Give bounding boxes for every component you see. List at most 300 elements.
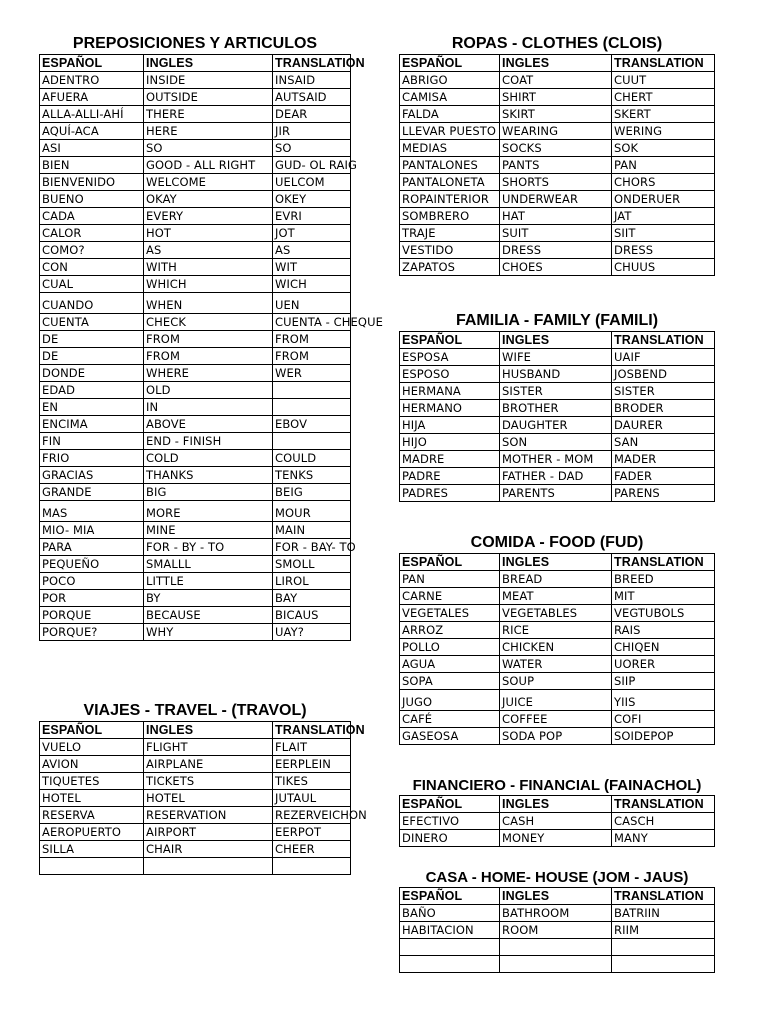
vocab-table [399, 887, 715, 973]
table-row [40, 573, 351, 590]
cell-ingles: OLD [144, 382, 273, 399]
cell-ingles: GOOD - ALL RIGHT [144, 157, 273, 174]
cell-ingles: AIRPLANE [144, 756, 273, 773]
cell-ingles: CHOES [500, 259, 612, 276]
cell-espanol: GRANDE [40, 484, 144, 501]
header-translation: TRANSLATION [612, 55, 715, 72]
cell-espanol [400, 939, 500, 956]
table-row [400, 89, 715, 106]
table-row [40, 348, 351, 365]
cell-translation: AS [273, 242, 351, 259]
table-row [40, 590, 351, 607]
section-title: ROPAS - CLOTHES (CLOIS) [451, 35, 663, 52]
cell-ingles: IN [144, 399, 273, 416]
cell-espanol: PADRES [400, 485, 500, 502]
cell-ingles: HERE [144, 123, 273, 140]
header-ingles: INGLES [144, 722, 273, 739]
table-row [400, 922, 715, 939]
cell-ingles: TICKETS [144, 773, 273, 790]
cell-espanol: ESPOSO [400, 366, 500, 383]
cell-espanol: EDAD [40, 382, 144, 399]
cell-translation: COULD [273, 450, 351, 467]
cell-espanol: RESERVA [40, 807, 144, 824]
cell-translation: RIIM [612, 922, 715, 939]
table-row [40, 72, 351, 89]
cell-ingles: MEAT [500, 588, 612, 605]
cell-translation: MANY [612, 830, 715, 847]
cell-espanol: PARA [40, 539, 144, 556]
cell-espanol: HERMANA [400, 383, 500, 400]
cell-ingles: WITH [144, 259, 273, 276]
table-row [400, 349, 715, 366]
cell-espanol: HIJO [400, 434, 500, 451]
cell-translation: BATRIIN [612, 905, 715, 922]
cell-ingles: UNDERWEAR [500, 191, 612, 208]
cell-translation: LIROL [273, 573, 351, 590]
table-row [400, 605, 715, 622]
cell-espanol: FRIO [40, 450, 144, 467]
header-translation: TRANSLATION [273, 722, 351, 739]
table-row [40, 501, 351, 522]
cell-translation: UAIF [612, 349, 715, 366]
section-title: PREPOSICIONES Y ARTICULOS [72, 35, 318, 52]
table-row [40, 242, 351, 259]
cell-translation: BRODER [612, 400, 715, 417]
cell-translation: EERPOT [273, 824, 351, 841]
cell-translation: FLAIT [273, 739, 351, 756]
cell-ingles: RICE [500, 622, 612, 639]
cell-translation: JIR [273, 123, 351, 140]
cell-ingles: SUIT [500, 225, 612, 242]
cell-translation: WER [273, 365, 351, 382]
table-row [40, 858, 351, 875]
cell-espanol: POCO [40, 573, 144, 590]
cell-translation [273, 858, 351, 875]
cell-translation: CHEER [273, 841, 351, 858]
cell-ingles: CASH [500, 813, 612, 830]
header-espanol: ESPAÑOL [400, 888, 500, 905]
cell-ingles: MINE [144, 522, 273, 539]
table-row [40, 467, 351, 484]
cell-translation: YIIS [612, 690, 715, 711]
cell-ingles: SISTER [500, 383, 612, 400]
cell-translation: WERING [612, 123, 715, 140]
cell-translation: DRESS [612, 242, 715, 259]
cell-espanol: TRAJE [400, 225, 500, 242]
cell-ingles: OUTSIDE [144, 89, 273, 106]
cell-ingles: HOT [144, 225, 273, 242]
cell-translation: PAN [612, 157, 715, 174]
cell-espanol: VESTIDO [400, 242, 500, 259]
cell-espanol: FIN [40, 433, 144, 450]
cell-ingles [500, 939, 612, 956]
table-row [400, 225, 715, 242]
cell-translation: WICH [273, 276, 351, 293]
cell-translation: FROM [273, 348, 351, 365]
cell-espanol: SILLA [40, 841, 144, 858]
table-row [40, 539, 351, 556]
cell-espanol: GASEOSA [400, 728, 500, 745]
cell-ingles: COLD [144, 450, 273, 467]
cell-espanol: AGUA [400, 656, 500, 673]
cell-espanol: MIO- MIA [40, 522, 144, 539]
cell-translation: BAY [273, 590, 351, 607]
table-header-row [40, 722, 351, 739]
cell-ingles: FATHER - DAD [500, 468, 612, 485]
cell-espanol: BIEN [40, 157, 144, 174]
table-row [40, 225, 351, 242]
table-row [400, 939, 715, 956]
table-row [40, 208, 351, 225]
cell-translation: DAURER [612, 417, 715, 434]
cell-espanol: SOMBRERO [400, 208, 500, 225]
header-translation: TRANSLATION [273, 55, 351, 72]
cell-translation: CASCH [612, 813, 715, 830]
cell-translation: OKEY [273, 191, 351, 208]
table-row [40, 607, 351, 624]
cell-espanol: FALDA [400, 106, 500, 123]
table-row [40, 157, 351, 174]
cell-espanol: HERMANO [400, 400, 500, 417]
cell-translation: UEN [273, 293, 351, 314]
cell-translation: SO [273, 140, 351, 157]
cell-translation: BEIG [273, 484, 351, 501]
cell-translation: FOR - BAY- TO [273, 539, 351, 556]
section-title: VIAJES - TRAVEL - (TRAVOL) [83, 702, 307, 719]
table-row [400, 106, 715, 123]
cell-ingles: SHORTS [500, 174, 612, 191]
table-row [40, 382, 351, 399]
cell-espanol: ESPOSA [400, 349, 500, 366]
cell-translation: TENKS [273, 467, 351, 484]
cell-ingles: SKIRT [500, 106, 612, 123]
cell-translation: UAY? [273, 624, 351, 641]
cell-ingles: SMALLL [144, 556, 273, 573]
cell-ingles: DRESS [500, 242, 612, 259]
table-row [40, 841, 351, 858]
header-espanol: ESPAÑOL [400, 332, 500, 349]
table-row [40, 739, 351, 756]
table-row [400, 434, 715, 451]
table-row [40, 484, 351, 501]
cell-espanol: PADRE [400, 468, 500, 485]
cell-translation: SIIT [612, 225, 715, 242]
cell-ingles: JUICE [500, 690, 612, 711]
table-row [400, 366, 715, 383]
cell-ingles: WEARING [500, 123, 612, 140]
cell-translation: MAIN [273, 522, 351, 539]
cell-ingles: OKAY [144, 191, 273, 208]
table-row [400, 174, 715, 191]
table-row [40, 174, 351, 191]
cell-espanol: ABRIGO [400, 72, 500, 89]
table-row [400, 905, 715, 922]
cell-espanol: COMO? [40, 242, 144, 259]
table-row [40, 790, 351, 807]
table-row [40, 416, 351, 433]
cell-espanol: DE [40, 348, 144, 365]
vocab-table [399, 553, 715, 745]
table-row [40, 140, 351, 157]
cell-espanol: ADENTRO [40, 72, 144, 89]
cell-ingles: MOTHER - MOM [500, 451, 612, 468]
table-row [40, 556, 351, 573]
section-title: FAMILIA - FAMILY (FAMILI) [455, 312, 659, 329]
header-espanol: ESPAÑOL [40, 55, 144, 72]
cell-espanol: ENCIMA [40, 416, 144, 433]
table-row [400, 571, 715, 588]
table-row [40, 522, 351, 539]
cell-translation: EERPLEIN [273, 756, 351, 773]
cell-espanol: BIENVENIDO [40, 174, 144, 191]
cell-translation: JUTAUL [273, 790, 351, 807]
cell-ingles: SON [500, 434, 612, 451]
header-ingles: INGLES [500, 55, 612, 72]
cell-ingles: WELCOME [144, 174, 273, 191]
cell-translation: JAT [612, 208, 715, 225]
cell-translation: AUTSAID [273, 89, 351, 106]
cell-espanol: MADRE [400, 451, 500, 468]
vocab-table [399, 795, 715, 847]
table-row [400, 711, 715, 728]
cell-ingles: LITTLE [144, 573, 273, 590]
cell-espanol: POLLO [400, 639, 500, 656]
table-row [40, 123, 351, 140]
cell-translation: RAIS [612, 622, 715, 639]
table-row [40, 331, 351, 348]
table-header-row [400, 554, 715, 571]
cell-ingles: AIRPORT [144, 824, 273, 841]
cell-espanol: BUENO [40, 191, 144, 208]
cell-translation: SOK [612, 140, 715, 157]
header-translation: TRANSLATION [612, 796, 715, 813]
table-row [400, 728, 715, 745]
cell-translation: UORER [612, 656, 715, 673]
cell-translation: FROM [273, 331, 351, 348]
cell-espanol: CUAL [40, 276, 144, 293]
cell-espanol: PORQUE? [40, 624, 144, 641]
cell-translation: SISTER [612, 383, 715, 400]
cell-ingles: FLIGHT [144, 739, 273, 756]
cell-translation: CUUT [612, 72, 715, 89]
cell-translation: PARENS [612, 485, 715, 502]
cell-espanol: AEROPUERTO [40, 824, 144, 841]
cell-translation: CHERT [612, 89, 715, 106]
table-row [40, 89, 351, 106]
vocab-table [399, 331, 715, 502]
cell-translation: CHORS [612, 174, 715, 191]
cell-translation: DEAR [273, 106, 351, 123]
table-row [400, 639, 715, 656]
cell-translation [612, 939, 715, 956]
cell-espanol: EFECTIVO [400, 813, 500, 830]
cell-ingles: DAUGHTER [500, 417, 612, 434]
cell-ingles: FROM [144, 348, 273, 365]
table-header-row [400, 55, 715, 72]
cell-ingles: BROTHER [500, 400, 612, 417]
cell-ingles: SOUP [500, 673, 612, 690]
vocab-table [39, 721, 367, 875]
table-row [40, 399, 351, 416]
cell-ingles: WIFE [500, 349, 612, 366]
cell-espanol: CARNE [400, 588, 500, 605]
header-espanol: ESPAÑOL [400, 796, 500, 813]
header-translation: TRANSLATION [612, 888, 715, 905]
cell-translation: JOSBEND [612, 366, 715, 383]
cell-ingles: WHERE [144, 365, 273, 382]
cell-espanol: CAFÉ [400, 711, 500, 728]
table-row [400, 208, 715, 225]
table-header-row [400, 332, 715, 349]
section-title: CASA - HOME- HOUSE (JOM - JAUS) [425, 869, 689, 886]
cell-ingles: MORE [144, 501, 273, 522]
table-row [40, 433, 351, 450]
table-row [400, 157, 715, 174]
cell-ingles: SOCKS [500, 140, 612, 157]
cell-ingles: MONEY [500, 830, 612, 847]
table-row [40, 756, 351, 773]
cell-espanol: PANTALONETA [400, 174, 500, 191]
cell-ingles: HUSBAND [500, 366, 612, 383]
cell-ingles: WHY [144, 624, 273, 641]
cell-espanol: HIJA [400, 417, 500, 434]
cell-ingles: WHEN [144, 293, 273, 314]
cell-espanol: VUELO [40, 739, 144, 756]
cell-espanol: EN [40, 399, 144, 416]
cell-espanol: DONDE [40, 365, 144, 382]
header-ingles: INGLES [500, 796, 612, 813]
cell-ingles: BECAUSE [144, 607, 273, 624]
table-row [400, 123, 715, 140]
table-row [400, 417, 715, 434]
cell-ingles: PARENTS [500, 485, 612, 502]
header-translation: TRANSLATION [612, 332, 715, 349]
cell-espanol: MEDIAS [400, 140, 500, 157]
cell-translation: BREED [612, 571, 715, 588]
cell-ingles: EVERY [144, 208, 273, 225]
cell-ingles [144, 858, 273, 875]
table-row [40, 276, 351, 293]
cell-espanol: HOTEL [40, 790, 144, 807]
cell-translation: JOT [273, 225, 351, 242]
cell-espanol: ARROZ [400, 622, 500, 639]
cell-espanol: DE [40, 331, 144, 348]
table-row [400, 451, 715, 468]
cell-translation: CHUUS [612, 259, 715, 276]
cell-ingles: INSIDE [144, 72, 273, 89]
cell-translation: INSAID [273, 72, 351, 89]
cell-ingles: VEGETABLES [500, 605, 612, 622]
table-row [400, 191, 715, 208]
cell-ingles: COFFEE [500, 711, 612, 728]
cell-ingles: SO [144, 140, 273, 157]
cell-ingles: PANTS [500, 157, 612, 174]
cell-translation: ONDERUER [612, 191, 715, 208]
cell-translation: MOUR [273, 501, 351, 522]
cell-espanol: AVION [40, 756, 144, 773]
cell-espanol: TIQUETES [40, 773, 144, 790]
cell-translation: REZERVEICHON [273, 807, 351, 824]
header-translation: TRANSLATION [612, 554, 715, 571]
table-row [40, 293, 351, 314]
cell-espanol: CUENTA [40, 314, 144, 331]
section-title: FINANCIERO - FINANCIAL (FAINACHOL) [412, 777, 702, 794]
cell-ingles: HOTEL [144, 790, 273, 807]
table-row [400, 588, 715, 605]
table-row [400, 242, 715, 259]
header-ingles: INGLES [500, 888, 612, 905]
cell-translation: SIIP [612, 673, 715, 690]
cell-espanol: ZAPATOS [400, 259, 500, 276]
cell-translation [273, 382, 351, 399]
cell-ingles: FROM [144, 331, 273, 348]
cell-espanol: ASI [40, 140, 144, 157]
cell-ingles: BATHROOM [500, 905, 612, 922]
cell-translation: WIT [273, 259, 351, 276]
table-row [400, 259, 715, 276]
cell-espanol: MAS [40, 501, 144, 522]
header-ingles: INGLES [500, 554, 612, 571]
header-espanol: ESPAÑOL [400, 55, 500, 72]
table-header-row [40, 55, 351, 72]
cell-translation: EBOV [273, 416, 351, 433]
table-row [400, 400, 715, 417]
table-row [400, 140, 715, 157]
cell-ingles: ROOM [500, 922, 612, 939]
cell-espanol: CALOR [40, 225, 144, 242]
table-header-row [400, 796, 715, 813]
cell-translation [273, 399, 351, 416]
table-row [400, 383, 715, 400]
cell-espanol: POR [40, 590, 144, 607]
cell-espanol: CON [40, 259, 144, 276]
cell-ingles: THERE [144, 106, 273, 123]
cell-ingles: SODA POP [500, 728, 612, 745]
cell-ingles: AS [144, 242, 273, 259]
cell-espanol: GRACIAS [40, 467, 144, 484]
cell-translation: CHIQEN [612, 639, 715, 656]
cell-espanol: HABITACION [400, 922, 500, 939]
cell-translation: SMOLL [273, 556, 351, 573]
cell-espanol: CAMISA [400, 89, 500, 106]
cell-ingles: RESERVATION [144, 807, 273, 824]
cell-ingles: BREAD [500, 571, 612, 588]
table-row [400, 813, 715, 830]
cell-espanol: VEGETALES [400, 605, 500, 622]
table-row [40, 259, 351, 276]
table-row [400, 468, 715, 485]
cell-ingles: CHAIR [144, 841, 273, 858]
header-ingles: INGLES [500, 332, 612, 349]
section-title: COMIDA - FOOD (FUD) [470, 534, 644, 551]
table-row [400, 485, 715, 502]
cell-translation: EVRI [273, 208, 351, 225]
cell-espanol: CUANDO [40, 293, 144, 314]
cell-translation: TIKES [273, 773, 351, 790]
table-row [40, 191, 351, 208]
vocab-table [399, 54, 715, 276]
table-row [400, 673, 715, 690]
cell-translation: SOIDEPOP [612, 728, 715, 745]
table-row [400, 690, 715, 711]
cell-translation: GUD- OL RAIG [273, 157, 351, 174]
table-row [400, 656, 715, 673]
table-row [40, 773, 351, 790]
cell-ingles [500, 956, 612, 973]
cell-espanol: ROPAINTERIOR [400, 191, 500, 208]
cell-translation [273, 433, 351, 450]
header-ingles: INGLES [144, 55, 273, 72]
